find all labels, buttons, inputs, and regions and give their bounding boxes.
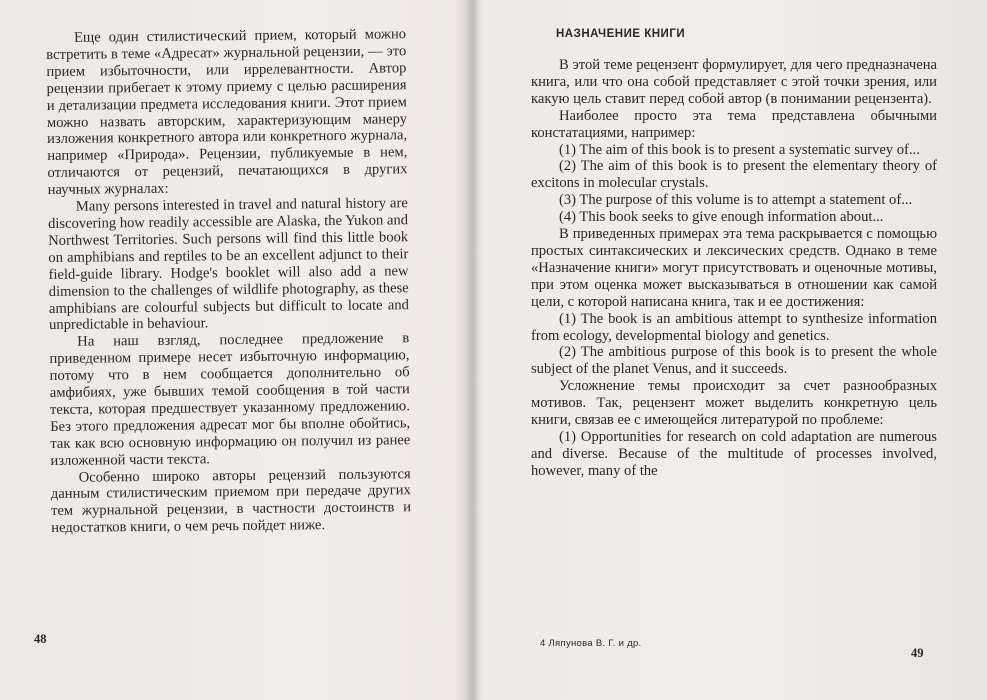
paragraph: Особенно широко авторы рецензий пользуются данным стилистическим приемом при передаче других тем журнальной рецензии, в частности достоинств и недостатков книги, о чем речь пойдет ниже.	[50, 465, 412, 537]
example-item: (1) The aim of this book is to present a systematic survey of...	[559, 141, 920, 158]
example-item: (1) Opportunities for research on cold adaptation are numerous and diverse. Because of the multitude of processes involved, however, many of the	[531, 428, 937, 479]
paragraph: На наш взгляд, последнее предложение в приведенном примере несет избыточную информацию, потому что в нем сообщается дополнительно об амфибиях, уже бывших темой сообщения в той части текста, которая предшествует указанному предложению. Без этого предложения адресат мог бы вполне обойтись, так как всю основную информацию он получил из ранее изложенной части текста.	[49, 330, 411, 469]
right-page	[478, 0, 987, 700]
english-example-paragraph: Many persons interested in travel and natural history are discovering how readily accessible are Alaska, the Yukon and Northwest Territories. Such persons will find this little book on amphibians and reptiles to be an excellent adjunct to their field-guide library. Hodge's booklet will also add a new dimension to the challenges of wildlife photography, as these amphibians are colourful subjects but difficult to locate and unpredictable in behaviour.	[47, 195, 409, 334]
example-item: (2) The ambitious purpose of this book is to present the whole subject of the planet Venus, and it succeeds.	[531, 344, 937, 378]
page-number-right: 49	[911, 646, 924, 660]
paragraph: Еще один стилистический прием, который можно встретить в теме «Адресат» журнальной рецензии, — это прием избыточности, или иррелевантности. Автор рецензии прибегает к этому приему с целью расширения и детализации предмета исследования книги. Этот прием можно назвать авторским, характеризующим манеру изложения конкретного автора или конкретного журнала, например «Природа». Рецензии, публикуемые в нем, отличаются от рецензий, печатающихся в других научных журналах:	[46, 26, 408, 199]
paragraph: Наиболее просто эта тема представлена обычными констатациями, например:	[531, 107, 937, 141]
example-item: (3) The purpose of this volume is to attempt a statement of...	[559, 192, 913, 209]
printer-signature: 4 Ляпунова В. Г. и др.	[540, 638, 642, 649]
example-item: (4) This book seeks to give enough information about...	[559, 209, 884, 226]
left-page-text	[46, 26, 411, 537]
section-heading: НАЗНАЧЕНИЕ КНИГИ	[556, 28, 686, 40]
left-page	[0, 0, 470, 700]
paragraph: В приведенных примерах эта тема раскрывается с помощью простых синтаксических и лексических средств. Однако в теме «Назначение книги» могут присутствовать и оценочные мотивы, при этом оценка может высказываться в отношении как самой цели, с которой написана книга, так и ее достижения:	[531, 226, 937, 310]
example-item: (1) The book is an ambitious attempt to synthesize information from ecology, developmental biology and genetics.	[531, 310, 937, 344]
paragraph: Усложнение темы происходит за счет разнообразных мотивов. Так, рецензент может выделить конкретную цель книги, связав ее с имеющейся литературой по проблеме:	[531, 378, 937, 429]
example-item: (2) The aim of this book is to present the elementary theory of excitons in molecular crystals.	[531, 158, 937, 192]
page-number-left: 48	[34, 632, 47, 646]
right-page-text	[531, 57, 937, 480]
paragraph: В этой теме рецензент формулирует, для чего предназначена книга, или что она собой представляет с этой точки зрения, или какую цель ставит перед собой автор (в понимании рецензента).	[531, 57, 937, 107]
